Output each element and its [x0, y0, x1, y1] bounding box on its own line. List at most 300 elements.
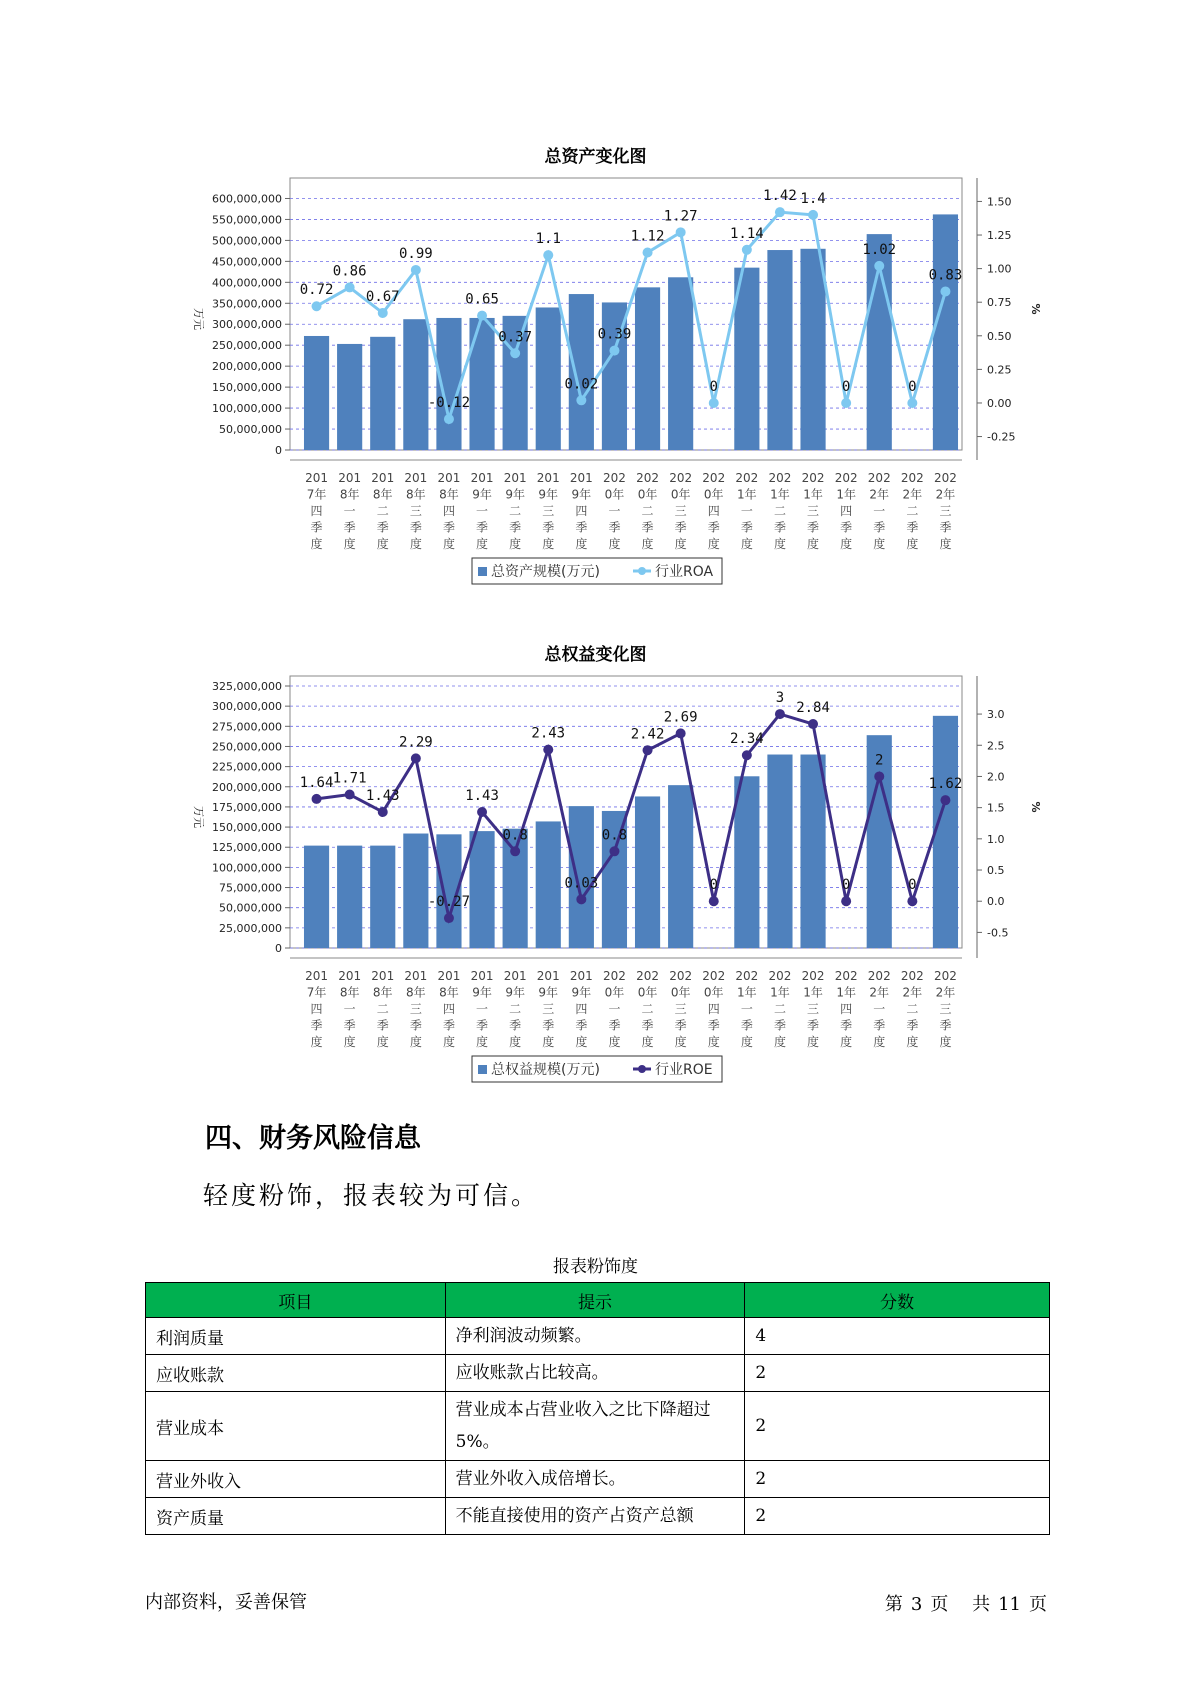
x-tick-label: 度 [939, 537, 952, 551]
x-tick-label: 二 [376, 504, 389, 518]
bar [536, 307, 561, 450]
x-tick-label: 一 [476, 504, 489, 518]
x-tick-label: 9年 [505, 487, 525, 502]
x-tick-label: 202 [636, 969, 660, 983]
x-tick-label: 1年 [836, 985, 856, 1000]
table-cell-item: 营业成本 [146, 1392, 446, 1461]
y2-tick-label: 0.50 [987, 329, 1012, 343]
x-tick-label: 202 [735, 969, 759, 983]
series-point [709, 398, 719, 408]
total-prefix: 共 [972, 1594, 991, 1615]
data-label: 2.42 [630, 726, 665, 743]
bar [668, 277, 693, 450]
x-tick-label: 2年 [869, 985, 890, 1000]
series-point [477, 311, 487, 321]
series-point [841, 398, 851, 408]
x-tick-label: 四 [707, 1002, 720, 1016]
x-tick-label: 季 [409, 1018, 422, 1033]
data-label: 0 [908, 378, 917, 395]
data-label: 0 [709, 378, 718, 395]
x-tick-label: 202 [834, 471, 858, 485]
x-tick-label: 四 [442, 504, 455, 518]
x-tick-label: 1年 [770, 487, 790, 502]
series-point [742, 750, 752, 760]
series-point [808, 210, 818, 220]
x-tick-label: 8年 [339, 985, 360, 1000]
x-tick-label: 三 [409, 1002, 422, 1016]
x-tick-label: 度 [509, 1035, 522, 1049]
x-tick-label: 度 [740, 1035, 753, 1049]
series-point [874, 771, 884, 781]
x-tick-label: 1年 [803, 985, 823, 1000]
x-tick-label: 度 [476, 537, 489, 551]
x-tick-label: 9年 [538, 985, 559, 1000]
data-label: 1.02 [862, 241, 897, 258]
bar [635, 287, 660, 450]
x-tick-label: 度 [608, 1035, 621, 1049]
table-caption: 报表粉饰度 [553, 1257, 638, 1277]
x-tick-label: 201 [470, 969, 494, 983]
data-label: 2.34 [729, 731, 764, 748]
x-tick-label: 201 [404, 471, 428, 485]
x-tick-label: 2年 [935, 487, 956, 502]
data-label: 0.65 [465, 291, 499, 308]
data-label: 0.86 [332, 263, 367, 280]
x-tick-label: 201 [305, 969, 329, 983]
legend-swatch-bar [478, 567, 487, 576]
y-tick-label: 0 [275, 942, 282, 955]
x-tick-label: 季 [376, 520, 389, 535]
x-tick-label: 二 [906, 1002, 919, 1016]
x-tick-label: 202 [602, 471, 626, 485]
y-tick-label: 200,000,000 [212, 780, 282, 794]
data-label: 0.8 [502, 827, 528, 844]
series-point [643, 247, 653, 257]
y2-tick-label: 0.25 [987, 363, 1012, 377]
series-point [510, 348, 520, 358]
y-tick-label: 325,000,000 [212, 680, 282, 693]
data-label: 2.69 [663, 709, 698, 726]
table-cell-score: 4 [745, 1318, 1050, 1355]
x-tick-label: 季 [641, 1018, 654, 1033]
legend-label-bar: 总资产规模(万元) [491, 564, 600, 580]
x-tick-label: 9年 [571, 487, 592, 502]
x-tick-label: 季 [310, 520, 323, 535]
series-point [378, 308, 388, 318]
x-tick-label: 度 [674, 1035, 687, 1049]
bar [469, 318, 494, 450]
legend-label-line: 行业ROE [655, 1062, 713, 1078]
x-tick-label: 201 [305, 471, 329, 485]
series-point [940, 795, 950, 805]
y-tick-label: 350,000,000 [212, 297, 282, 311]
x-tick-label: 201 [569, 471, 593, 485]
table-cell-item: 利润质量 [146, 1318, 446, 1355]
series-point [907, 398, 917, 408]
y-tick-label: 150,000,000 [212, 381, 282, 395]
x-tick-label: 202 [602, 969, 626, 983]
legend-swatch-point [638, 1065, 646, 1073]
y-tick-label: 400,000,000 [212, 276, 282, 290]
x-tick-label: 一 [476, 1002, 489, 1016]
series-point [312, 301, 322, 311]
x-tick-label: 季 [873, 520, 886, 535]
x-tick-label: 季 [840, 1018, 853, 1033]
table-cell-hint: 不能直接使用的资产占资产总额 [445, 1498, 745, 1535]
series-point [609, 846, 619, 856]
x-tick-label: 度 [575, 1035, 588, 1049]
data-label: 1.43 [465, 788, 499, 805]
data-label: 0 [841, 877, 851, 894]
x-tick-label: 一 [608, 504, 621, 518]
data-label: 0 [709, 877, 718, 894]
x-tick-label: 0年 [703, 985, 724, 1000]
x-tick-label: 三 [939, 1002, 952, 1016]
total-equity-chart [0, 668, 1191, 1098]
y-axis-unit: 万元 [192, 308, 205, 330]
x-tick-label: 201 [371, 471, 395, 485]
page-total: 11 [998, 1594, 1021, 1615]
x-tick-label: 2年 [935, 985, 956, 1000]
x-tick-label: 度 [310, 537, 323, 551]
bar [370, 337, 395, 450]
series-point [940, 286, 950, 296]
x-tick-label: 202 [768, 969, 792, 983]
x-tick-label: 季 [343, 520, 356, 535]
x-tick-label: 度 [873, 1035, 886, 1049]
x-tick-label: 度 [542, 537, 555, 551]
x-tick-label: 度 [343, 537, 356, 551]
data-label: 1.12 [630, 228, 665, 245]
series-point [775, 207, 785, 217]
legend-swatch-point [638, 567, 646, 575]
bar [668, 785, 693, 948]
x-tick-label: 201 [437, 471, 461, 485]
bar [403, 834, 428, 948]
data-label: 1.14 [729, 225, 764, 242]
data-label: 1.64 [299, 774, 334, 791]
x-tick-label: 度 [873, 537, 886, 551]
y-tick-label: 100,000,000 [212, 402, 282, 416]
y-tick-label: 0 [275, 444, 282, 457]
total-assets-chart [0, 170, 1191, 600]
data-label: 0.03 [564, 875, 599, 892]
x-tick-label: 9年 [571, 985, 592, 1000]
series-point [477, 807, 487, 817]
x-tick-label: 季 [542, 1018, 555, 1033]
table-cell-hint: 营业成本占营业收入之比下降超过5%。 [445, 1392, 745, 1461]
bar [569, 294, 594, 450]
series-point [345, 790, 355, 800]
y2-tick-label: 1.5 [987, 801, 1005, 815]
x-tick-label: 三 [939, 504, 952, 518]
x-tick-label: 0年 [670, 487, 691, 502]
y-axis-unit: 万元 [192, 806, 205, 828]
x-tick-label: 度 [575, 537, 588, 551]
bar [304, 336, 329, 450]
data-label: 0.39 [597, 326, 632, 343]
x-tick-label: 1年 [737, 487, 757, 502]
x-tick-label: 季 [509, 1018, 522, 1033]
y-tick-label: 600,000,000 [212, 192, 282, 206]
x-tick-label: 季 [575, 1018, 588, 1033]
x-tick-label: 二 [906, 504, 919, 518]
x-tick-label: 度 [409, 537, 422, 551]
x-tick-label: 季 [807, 1018, 820, 1033]
x-tick-label: 202 [900, 969, 924, 983]
bar [536, 821, 561, 948]
x-tick-label: 8年 [339, 487, 360, 502]
x-tick-label: 季 [740, 1018, 753, 1033]
x-tick-label: 202 [867, 969, 891, 983]
x-tick-label: 201 [536, 471, 560, 485]
x-tick-label: 0年 [637, 487, 658, 502]
x-tick-label: 四 [310, 504, 323, 518]
x-tick-label: 季 [707, 1018, 720, 1033]
y-tick-label: 550,000,000 [212, 213, 282, 227]
series-point [510, 846, 520, 856]
x-tick-label: 9年 [472, 487, 492, 502]
x-tick-label: 8年 [439, 985, 459, 1000]
x-tick-label: 9年 [472, 985, 492, 1000]
table-cell-hint: 净利润波动频繁。 [445, 1318, 745, 1355]
x-tick-label: 0年 [670, 985, 691, 1000]
x-tick-label: 201 [338, 969, 362, 983]
data-label: 0 [908, 877, 917, 894]
x-tick-label: 201 [404, 969, 428, 983]
y2-tick-label: 2.5 [987, 739, 1005, 753]
table-row [146, 1392, 1050, 1461]
x-tick-label: 季 [310, 1018, 323, 1033]
x-tick-label: 201 [338, 471, 362, 485]
x-tick-label: 度 [707, 537, 720, 551]
y-tick-label: 450,000,000 [212, 255, 282, 269]
x-tick-label: 度 [840, 537, 853, 551]
x-tick-label: 202 [834, 969, 858, 983]
x-tick-label: 2年 [902, 985, 923, 1000]
y2-axis-unit: % [1029, 303, 1042, 315]
x-tick-label: 度 [442, 537, 455, 551]
table-cell-score: 2 [745, 1461, 1050, 1498]
x-tick-label: 202 [933, 471, 957, 485]
x-tick-label: 二 [773, 504, 786, 518]
data-label: 2.84 [796, 700, 830, 717]
x-tick-label: 季 [906, 1018, 919, 1033]
x-tick-label: 0年 [703, 487, 724, 502]
y2-tick-label: 2.0 [987, 770, 1005, 784]
x-tick-label: 二 [376, 1002, 389, 1016]
x-tick-label: 季 [442, 520, 455, 535]
x-tick-label: 季 [608, 520, 621, 535]
y-tick-label: 300,000,000 [212, 700, 282, 714]
data-label: 1.71 [332, 770, 367, 787]
y-tick-label: 175,000,000 [212, 800, 282, 814]
x-tick-label: 8年 [439, 487, 459, 502]
table-cell-score: 2 [745, 1355, 1050, 1392]
bar [933, 214, 958, 450]
x-tick-label: 季 [509, 520, 522, 535]
data-label: 2.29 [398, 734, 433, 751]
data-label: -0.12 [427, 395, 471, 412]
x-tick-label: 1年 [803, 487, 823, 502]
x-tick-label: 度 [476, 1035, 489, 1049]
x-tick-label: 8年 [406, 487, 426, 502]
table-cell-hint: 营业外收入成倍增长。 [445, 1461, 745, 1498]
section-body: 轻度粉饰，报表较为可信。 [203, 1181, 540, 1210]
series-point [444, 913, 454, 923]
bar [337, 344, 362, 450]
x-tick-label: 201 [503, 471, 527, 485]
x-tick-label: 度 [773, 537, 786, 551]
data-label: 2.43 [531, 725, 566, 742]
x-tick-label: 202 [801, 471, 825, 485]
y-tick-label: 100,000,000 [212, 861, 282, 875]
y2-tick-label: 1.00 [987, 262, 1012, 276]
bar [800, 755, 825, 948]
y2-tick-label: 1.25 [987, 229, 1012, 243]
table-cell-hint: 应收账款占比较高。 [445, 1355, 745, 1392]
bar [304, 846, 329, 948]
table-cell-item: 资产质量 [146, 1498, 446, 1535]
series-point [676, 227, 686, 237]
y-tick-label: 50,000,000 [219, 901, 282, 915]
x-tick-label: 202 [933, 969, 957, 983]
y2-tick-label: 1.0 [987, 832, 1005, 846]
series-point [841, 896, 851, 906]
x-tick-label: 度 [773, 1035, 786, 1049]
x-tick-label: 201 [470, 471, 494, 485]
x-tick-label: 度 [906, 1035, 919, 1049]
x-tick-label: 202 [702, 471, 726, 485]
x-tick-label: 三 [807, 1002, 820, 1016]
x-tick-label: 一 [873, 504, 886, 518]
x-tick-label: 季 [674, 1018, 687, 1033]
x-tick-label: 202 [735, 471, 759, 485]
bar [933, 716, 958, 948]
series-point [643, 745, 653, 755]
y2-tick-label: 3.0 [987, 708, 1005, 722]
series-point [576, 395, 586, 405]
y-tick-label: 25,000,000 [219, 921, 282, 935]
data-label: 1.1 [535, 231, 561, 248]
x-tick-label: 季 [343, 1018, 356, 1033]
x-tick-label: 四 [575, 1002, 588, 1016]
y-tick-label: 250,000,000 [212, 339, 282, 353]
page-suffix: 页 [930, 1594, 949, 1615]
x-tick-label: 季 [807, 520, 820, 535]
bar [767, 755, 792, 948]
data-label: 1.43 [365, 788, 400, 805]
x-tick-label: 202 [801, 969, 825, 983]
data-label: 1.62 [928, 776, 963, 793]
table-cell-score: 2 [745, 1498, 1050, 1535]
legend-swatch-bar [478, 1065, 487, 1074]
chart-title-assets: 总资产变化图 [544, 147, 647, 167]
data-label: 1.42 [763, 188, 797, 205]
whitewash-table [145, 1282, 1050, 1535]
x-tick-label: 1年 [836, 487, 856, 502]
y2-tick-label: 1.50 [987, 195, 1012, 209]
y-tick-label: 125,000,000 [212, 841, 282, 855]
data-label: 2 [875, 752, 884, 769]
x-tick-label: 201 [503, 969, 527, 983]
x-tick-label: 度 [707, 1035, 720, 1049]
x-tick-label: 度 [674, 537, 687, 551]
x-tick-label: 三 [674, 1002, 687, 1016]
series-point [444, 414, 454, 424]
x-tick-label: 度 [939, 1035, 952, 1049]
y-tick-label: 150,000,000 [212, 821, 282, 835]
y-tick-label: 225,000,000 [212, 760, 282, 774]
series-point [609, 346, 619, 356]
bar [469, 831, 494, 948]
x-tick-label: 1年 [770, 985, 790, 1000]
x-tick-label: 季 [873, 1018, 886, 1033]
x-tick-label: 8年 [372, 985, 393, 1000]
series-point [742, 245, 752, 255]
x-tick-label: 度 [840, 1035, 853, 1049]
bar [734, 776, 759, 948]
x-tick-label: 度 [807, 537, 820, 551]
x-tick-label: 季 [575, 520, 588, 535]
legend-label-line: 行业ROA [655, 564, 714, 580]
data-label: 0.37 [498, 329, 533, 346]
table-row [146, 1318, 1050, 1355]
x-tick-label: 度 [343, 1035, 356, 1049]
table-header-score: 分数 [745, 1283, 1050, 1318]
chart-title-equity: 总权益变化图 [544, 645, 647, 665]
x-tick-label: 季 [773, 520, 786, 535]
series-point [775, 709, 785, 719]
series-point [808, 719, 818, 729]
x-tick-label: 度 [906, 537, 919, 551]
x-tick-label: 季 [773, 1018, 786, 1033]
x-tick-label: 202 [867, 471, 891, 485]
x-tick-label: 一 [740, 1002, 753, 1016]
x-tick-label: 0年 [604, 985, 625, 1000]
x-tick-label: 度 [409, 1035, 422, 1049]
data-label: 1.27 [663, 208, 698, 225]
x-tick-label: 二 [773, 1002, 786, 1016]
bar [767, 250, 792, 450]
x-tick-label: 2年 [902, 487, 923, 502]
x-tick-label: 度 [542, 1035, 555, 1049]
x-tick-label: 201 [437, 969, 461, 983]
y-tick-label: 75,000,000 [219, 881, 282, 895]
x-tick-label: 季 [840, 520, 853, 535]
x-tick-label: 季 [376, 1018, 389, 1033]
table-row [146, 1355, 1050, 1392]
x-tick-label: 三 [807, 504, 820, 518]
x-tick-label: 202 [669, 471, 693, 485]
x-tick-label: 二 [509, 504, 522, 518]
x-tick-label: 一 [343, 504, 356, 518]
series-point [345, 282, 355, 292]
x-tick-label: 度 [807, 1035, 820, 1049]
x-tick-label: 度 [310, 1035, 323, 1049]
y-tick-label: 200,000,000 [212, 360, 282, 374]
x-tick-label: 202 [900, 471, 924, 485]
y2-tick-label: 0.0 [987, 895, 1005, 909]
data-label: -0.27 [427, 894, 471, 911]
table-row [146, 1461, 1050, 1498]
page-current: 3 [910, 1594, 923, 1615]
data-label: 0.02 [564, 376, 599, 393]
x-tick-label: 8年 [406, 985, 426, 1000]
x-tick-label: 季 [542, 520, 555, 535]
x-tick-label: 季 [674, 520, 687, 535]
x-tick-label: 202 [636, 471, 660, 485]
